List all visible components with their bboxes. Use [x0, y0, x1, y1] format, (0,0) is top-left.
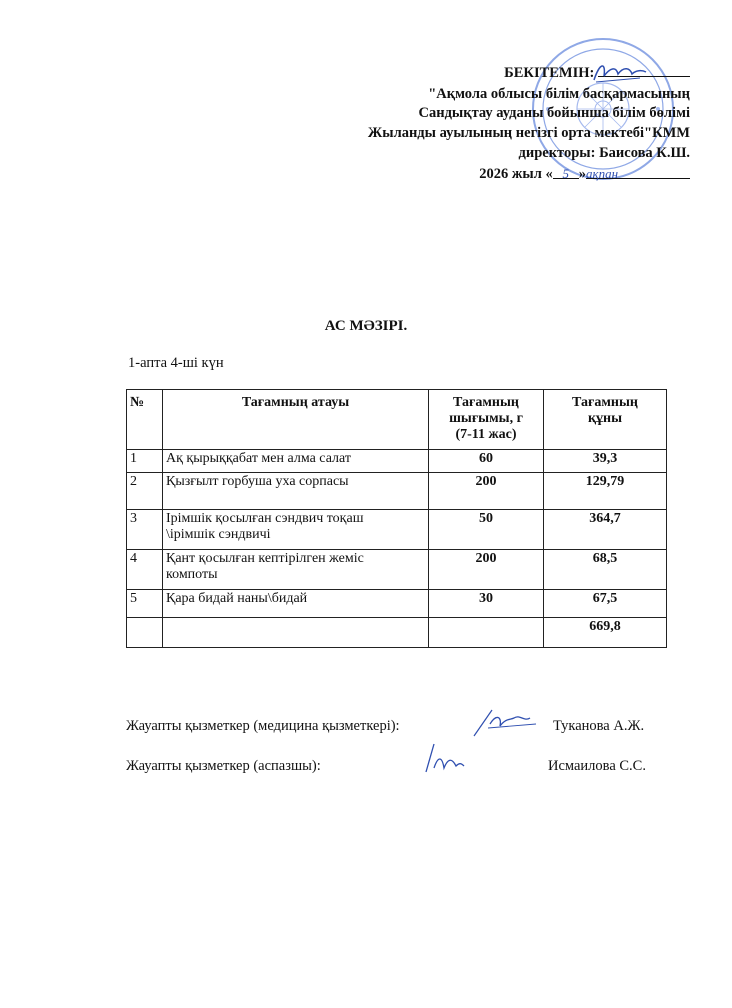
total-row: [127, 618, 667, 648]
row-weight: 30: [429, 590, 544, 618]
approval-line-2: Сандықтау ауданы бойынша білім бөлімі: [418, 105, 690, 121]
director-signature: [590, 58, 650, 88]
cook-signature: [418, 740, 468, 776]
row-name: [163, 510, 429, 550]
row-num: 5: [127, 590, 163, 618]
row-weight: 200: [429, 550, 544, 590]
approval-line-1: "Ақмола облысы білім басқармасының: [428, 86, 690, 102]
header-weight-l2: шығымы, г: [449, 411, 523, 426]
row-name-l1: Ірімшік қосылған сэндвич тоқаш: [166, 511, 364, 526]
row-name: Ақ қырыққабат мен алма салат: [163, 450, 429, 473]
row-name-l2: \ірімшік сэндвичі: [166, 527, 271, 542]
row-name-l1: Қант қосылған кептірілген жеміс: [166, 551, 364, 566]
row-price: 68,5: [544, 550, 667, 590]
total-num-empty: [127, 618, 163, 648]
total-weight-empty: [429, 618, 544, 648]
row-name-l2: компоты: [166, 567, 218, 582]
cook-role: Жауапты қызметкер (аспазшы):: [126, 758, 321, 774]
approval-line-3: Жыланды ауылының негізгі орта мектебі"КММ: [367, 125, 690, 141]
approval-line-4: директоры: Баисова К.Ш.: [518, 145, 690, 161]
table-row: [127, 590, 667, 618]
header-num: №: [127, 390, 163, 450]
row-num: 1: [127, 450, 163, 473]
header-price-l1: Тағамның: [572, 395, 638, 410]
row-num: 2: [127, 473, 163, 510]
row-name: Қызғылт горбуша уха сорпасы: [163, 473, 429, 510]
row-num: 4: [127, 550, 163, 590]
table-row: [127, 510, 667, 550]
cook-name: Исмаилова С.С.: [548, 758, 646, 774]
row-weight: 50: [429, 510, 544, 550]
header-weight: [429, 390, 544, 450]
date-prefix: 2026 жыл «: [479, 166, 553, 182]
page-title: АС МӘЗІРІ.: [324, 318, 408, 334]
medic-name: Туканова А.Ж.: [553, 718, 645, 734]
header-weight-l3: (7-11 жас): [455, 427, 517, 442]
date-month: ақпан: [586, 164, 690, 179]
header-price: [544, 390, 667, 450]
row-weight: 200: [429, 473, 544, 510]
table-header-row: [127, 390, 667, 450]
table-row: [127, 473, 667, 510]
medic-role: Жауапты қызметкер (медицина қызметкері):: [126, 718, 400, 734]
approval-heading: БЕКІТЕМІН:: [504, 65, 595, 81]
total-price: 669,8: [544, 618, 667, 648]
header-price-l2: құны: [587, 411, 623, 426]
row-weight: 60: [429, 450, 544, 473]
table-row: [127, 550, 667, 590]
date-suffix: »: [578, 166, 586, 182]
row-name: [163, 550, 429, 590]
table-row: [127, 450, 667, 473]
header-weight-l1: Тағамның: [453, 395, 519, 410]
date-day: 5: [553, 164, 579, 179]
row-price: 364,7: [544, 510, 667, 550]
row-price: 67,5: [544, 590, 667, 618]
approval-date: [479, 164, 690, 184]
total-name-empty: [163, 618, 429, 648]
header-name: Тағамның атауы: [163, 390, 429, 450]
row-price: 129,79: [544, 473, 667, 510]
row-name: Қара бидай наны\бидай: [163, 590, 429, 618]
row-num: 3: [127, 510, 163, 550]
menu-table: [126, 389, 667, 648]
row-price: 39,3: [544, 450, 667, 473]
week-day-label: 1-апта 4-ші күн: [128, 355, 224, 371]
medic-signature: [470, 706, 550, 740]
